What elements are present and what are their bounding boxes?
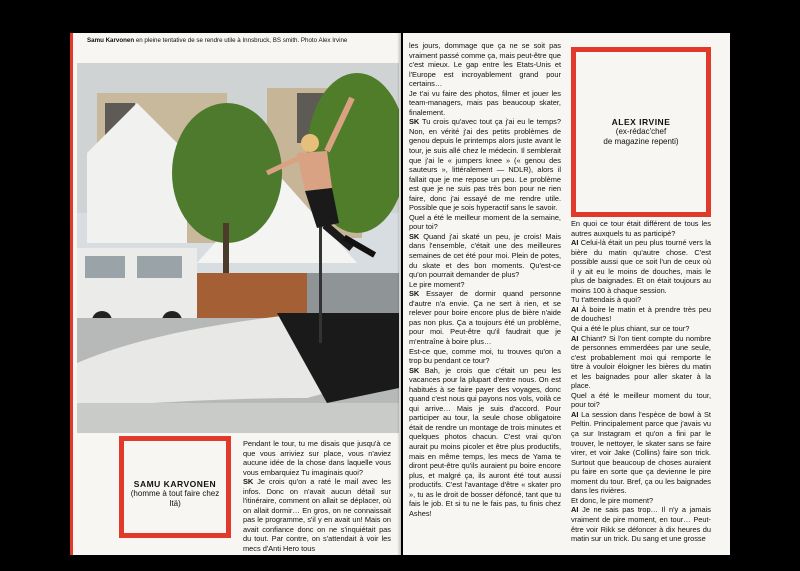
paragraph — [409, 117, 561, 212]
paragraph — [571, 496, 711, 506]
interviewer-name-box — [571, 47, 711, 217]
interviewer-role-line-2: de magazine repenti) — [603, 137, 679, 146]
paragraph-text: Je t'ai vu faire des photos, filmer et jouer les team-managers, mais pas beaucoup skater, finalement. — [409, 88, 561, 117]
speaker-label: SK — [409, 117, 420, 127]
paragraph-text: Le pire moment? — [409, 279, 465, 289]
paragraph-text: Chiant? Si l'on tient compte du nombre de personnes emmerdées par une seule, c'est probablement moi qui remporte le titre à vouloir éloigner les bières du matin et les baignades pour aller skater à la place. — [571, 333, 711, 391]
paragraph-text: En quoi ce tour était différent de tous les autres auxquels tu as participé? — [571, 219, 711, 238]
paragraph-text: Bah, je crois que c'était un peu les vacances pour la plupart d'entre nous. On est habitués à se faire payer des voyages, donc quand c'est nous qui payons nos vols, voilà ce qui arrive… Mais je suis d'accord. Pour participer au tour, la seule chose obligatoire était de rendre un montage de trois minutes et quelques photos chacun. C'est vrai qu'on aurait pu moins picoler et être plus productifs, mais en même temps, les mecs de Yama te diront peut-être qu'ils auraient pu boire encore plus, et malgré ça, ils auront été tout aussi productifs. C'est l'avantage d'être « skater pro », tu as le droit de bosser défoncé, tant que tu fais le job. Et si tu ne le fais pas, tu finis chez Ashes! — [409, 365, 561, 518]
paragraph — [409, 89, 561, 118]
paragraph-text: Celui-là était un peu plus tourné vers la bière du matin qu'autre chose. C'est possible aussi que ce soit l'un de ceux où il y ait eu le moins de douches, mais le plus de baignades. Et on était toujours au moins 100 à chaque session. — [571, 238, 711, 295]
right-text-column-1 — [409, 41, 561, 518]
paragraph-text: les jours, dommage que ça ne se soit pas vraiment passé comme ça, mais peut-être que c'est mieux. Le gap entre les Etats-Unis et l'Europe est incroyablement grand pour certains… — [409, 41, 561, 89]
paragraph-text: Qui a été le plus chiant, sur ce tour? — [571, 324, 690, 334]
paragraph-text: Tu crois qu'avec tout ça j'ai eu le temps? Non, en vérité j'ai des petits problèmes de genou depuis le printemps alors juste avant le tour, je suis allé chez le médecin. Il semblerait que j'ai le « jumpers knee » (« genou des sauteurs », littéralement — NDLR), alors il fallait que je me repose un peu. Le problème est que je ne suis pas très bon pour ne rien faire, donc j'ai essayé de me rendre utile. Possible que je sois hyperactif sans le savoir. — [409, 117, 561, 213]
paragraph — [571, 391, 711, 410]
interviewee-role: (homme à tout faire chez Itä) — [130, 489, 220, 508]
interviewee-name-box — [119, 436, 231, 538]
skateboard-photo — [77, 63, 399, 433]
speaker-label: AI — [571, 238, 579, 248]
right-text-column-2 — [571, 219, 711, 544]
paragraph — [409, 289, 561, 346]
caption-text: en pleine tentative de se rendre utile à Innsbruck, BS smith. Photo Alex Irvine — [134, 37, 348, 44]
left-page — [70, 33, 401, 555]
photo-caption — [87, 37, 347, 45]
speaker-label: AI — [571, 304, 579, 314]
speaker-label: AI — [571, 505, 579, 515]
paragraph — [409, 347, 561, 366]
paragraph — [571, 334, 711, 391]
speaker-label: AI — [571, 333, 579, 343]
skatepark-illustration — [77, 63, 399, 433]
paragraph — [409, 41, 561, 89]
speaker-label: SK — [243, 477, 254, 487]
paragraph — [571, 505, 711, 543]
paragraph-text: Essayer de dormir quand personne d'autre n'a envie. Ça ne sert à rien, et se relever pour boire encore plus de bière n'aide pas non plus. Ça a toujours été un problème, pour moi. Peut-être qu'il faudrait que je m'entraîne à boire plus… — [409, 289, 561, 346]
paragraph-text: Je ne sais pas trop… Il n'y a jamais vraiment de pire moment, en tour… Peut-être voir Rikk se défoncer à dix heures du matin sur un trick. Du sang et une grosse — [571, 505, 711, 544]
paragraph — [409, 280, 561, 290]
speaker-label: AI — [571, 409, 579, 419]
paragraph — [571, 305, 711, 324]
paragraph-text: Quand j'ai skaté un peu, je crois! Mais dans l'ensemble, c'était une des meilleures semaines de cet été pour moi. Plein de potes, du skate et des bon moments. Qu'est-ce qu'on pourrait demander de plus? — [409, 231, 561, 280]
paragraph — [571, 219, 711, 238]
paragraph — [243, 477, 391, 553]
paragraph — [409, 366, 561, 519]
paragraph — [571, 238, 711, 295]
paragraph — [409, 213, 561, 232]
left-text-column — [243, 439, 391, 554]
paragraph-text: La session dans l'espèce de bowl à St Peltin. Principalement parce que j'avais vu ça sur Instagram et qu'on a fini par le trouver, le nettoyer, le skater sans se faire virer, et voir Jake (Collins) faire son trick. Surtout que beaucoup de choses auraient pu faire en sorte que ça devienne le pire moment du tour. Bref, ça ou les baignades dans les rivières. — [571, 409, 711, 496]
paragraph — [571, 410, 711, 496]
interviewer-name: ALEX IRVINE — [611, 117, 671, 127]
caption-name: Samu Karvonen — [87, 37, 135, 44]
speaker-label: SK — [409, 365, 420, 375]
paragraph-text: À boire le matin et à prendre très peu de douches! — [571, 304, 711, 324]
interviewer-role-line-1: (ex-rédac'chef — [615, 127, 667, 136]
interviewee-name: SAMU KARVONEN — [133, 479, 217, 489]
speaker-label: SK — [409, 231, 420, 241]
speaker-label: SK — [409, 289, 420, 299]
paragraph-text: Tu t'attendais à quoi? — [571, 295, 642, 305]
paragraph-text: Quel a été le meilleur moment du tour, pour toi? — [571, 390, 711, 410]
paragraph-text: Est-ce que, comme moi, tu trouves qu'on a trop bu pendant ce tour? — [409, 346, 561, 366]
paragraph — [409, 232, 561, 280]
paragraph — [243, 439, 391, 477]
paragraph-text: Quel a été le meilleur moment de la semaine, pour toi? — [409, 212, 561, 232]
right-page — [403, 33, 730, 555]
paragraph-text: Pendant le tour, tu me disais que jusqu'à ce que vous arriviez sur place, vous n'aviez aucune idée de la chose dans laquelle vous vous embarquiez Tu imaginais quoi? — [243, 439, 391, 477]
paragraph — [571, 295, 711, 305]
paragraph-text: Je crois qu'on a raté le mail avec les infos. Donc on n'avait aucun détail sur l'itinéraire, comment on allait se déplacer, où on allait dormir… En gros, on ne connaissait pas le programme, s'il y en avait un! Mais on avait confiance donc on ne s'inquiétait pas du tout. Par contre, on s'attendait à voir les mecs d'Anti Hero tous — [243, 477, 391, 554]
paragraph — [571, 324, 711, 334]
paragraph-text: Et donc, le pire moment? — [571, 495, 654, 505]
